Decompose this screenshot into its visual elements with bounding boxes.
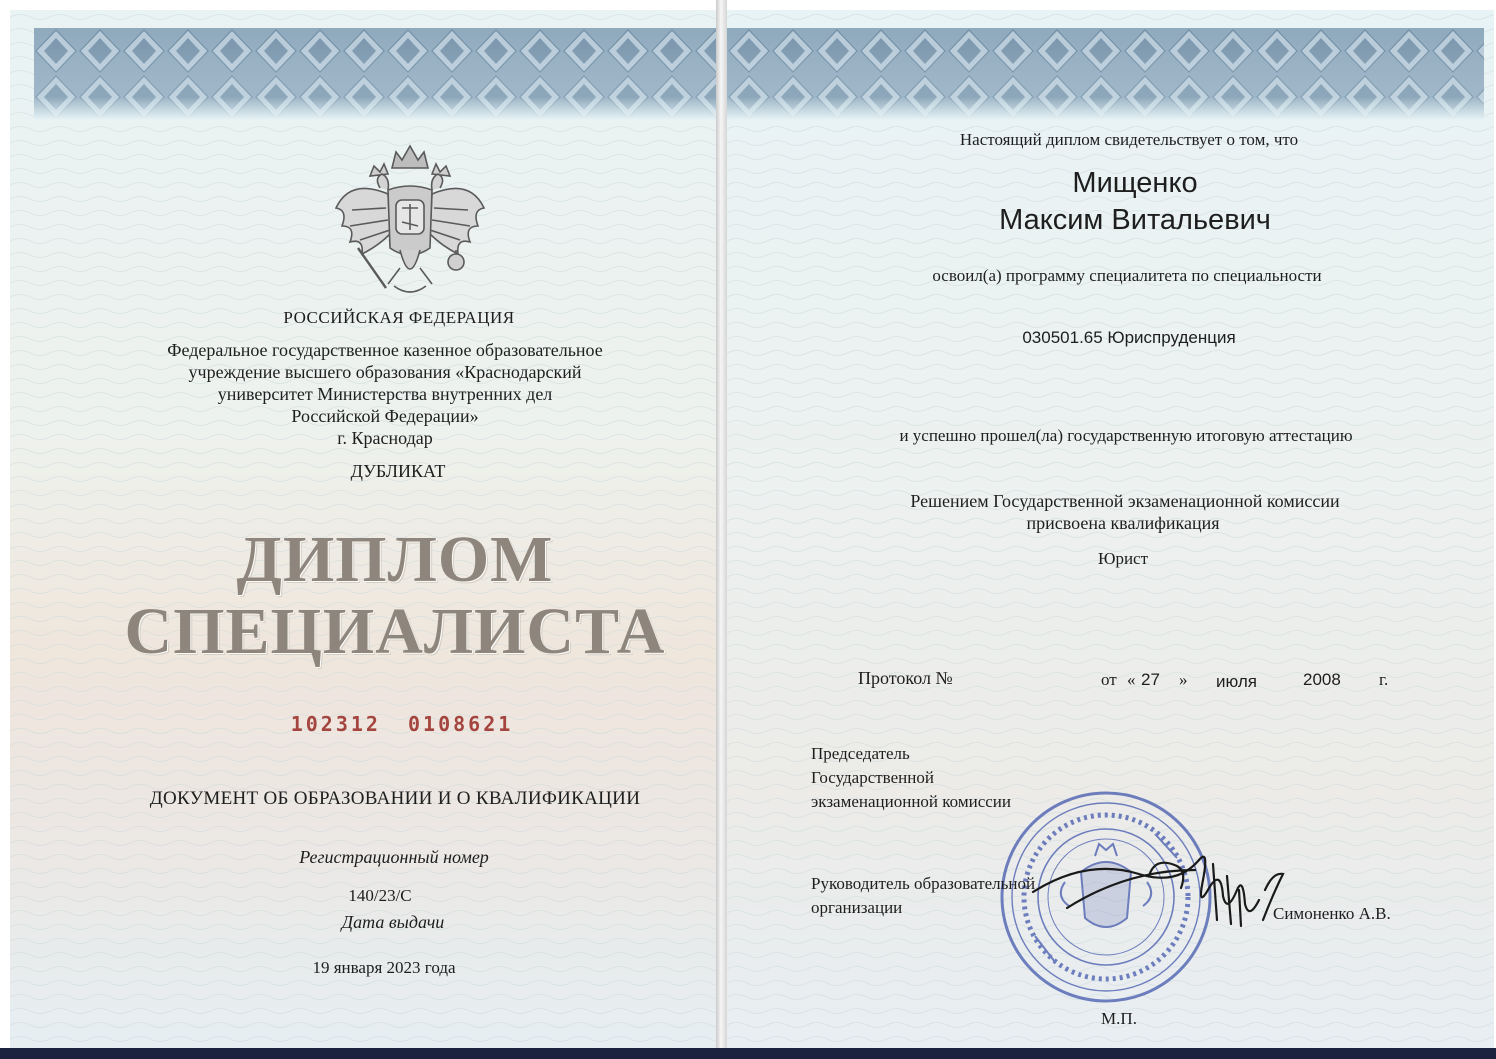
protocol-date-close-quote: » xyxy=(1179,670,1188,689)
head-name: Симоненко А.В. xyxy=(1273,904,1391,923)
program-text: освоил(а) программу специалитета по специальности xyxy=(932,266,1322,285)
seal-place-mark: М.П. xyxy=(1101,1009,1137,1028)
protocol-date-suffix: г. xyxy=(1379,670,1389,689)
protocol-date-from: от xyxy=(1101,670,1117,689)
protocol-date-day: 27 xyxy=(1141,670,1160,689)
qualification: Юрист xyxy=(1097,549,1149,568)
state-emblem-icon xyxy=(330,138,490,306)
institution-line-4: Российской Федерации» xyxy=(291,406,479,426)
commission-decision-line-2: присвоена квалификация xyxy=(1026,513,1220,533)
ornament-band xyxy=(727,28,1484,120)
protocol-date-year: 2008 xyxy=(1303,670,1341,689)
diploma-spine xyxy=(716,0,727,1059)
diploma-title-line-1: ДИПЛОМ xyxy=(236,523,554,596)
graduate-surname: Мищенко xyxy=(1072,167,1198,199)
head-line-2: организации xyxy=(811,898,903,917)
institution-city: г. Краснодар xyxy=(337,428,433,448)
institution-line-2: учреждение высшего образования «Краснодарский xyxy=(188,362,582,382)
protocol-date-month: июля xyxy=(1216,672,1257,691)
chairman-line-2: Государственной xyxy=(811,768,934,787)
diploma-title-line-2: СПЕЦИАЛИСТА xyxy=(124,595,666,668)
diploma-right-page xyxy=(727,10,1494,1048)
attestation-text: и успешно прошел(ла) государственную итоговую аттестацию xyxy=(899,426,1353,445)
head-line-1: Руководитель образовательной xyxy=(811,874,1036,893)
ornament-band xyxy=(34,28,716,120)
document-type: ДОКУМЕНТ ОБ ОБРАЗОВАНИИ И О КВАЛИФИКАЦИИ xyxy=(149,788,641,809)
chairman-line-3: экзаменационной комиссии xyxy=(811,792,1011,811)
protocol-date-open-quote: « xyxy=(1127,670,1136,689)
registration-number: 140/23/С xyxy=(348,886,412,905)
issue-date-label: Дата выдачи xyxy=(341,912,445,932)
country-name: РОССИЙСКАЯ ФЕДЕРАЦИЯ xyxy=(283,308,515,327)
chairman-line-1: Председатель xyxy=(811,744,910,763)
document-bottom-strip xyxy=(0,1048,1496,1059)
serial-number: 102312 0108621 xyxy=(290,712,514,736)
intro-text: Настоящий диплом свидетельствует о том, что xyxy=(959,130,1299,149)
issue-date: 19 января 2023 года xyxy=(312,958,456,977)
commission-decision-line-1: Решением Государственной экзаменационной комиссии xyxy=(910,491,1340,511)
registration-number-label: Регистрационный номер xyxy=(299,847,489,867)
protocol-label: Протокол № xyxy=(858,668,953,688)
specialty: 030501.65 Юриспруденция xyxy=(1022,328,1236,347)
diploma-left-page xyxy=(10,10,716,1048)
institution-line-3: университет Министерства внутренних дел xyxy=(217,384,553,404)
signature-icon xyxy=(1027,830,1307,940)
duplicate-mark: ДУБЛИКАТ xyxy=(350,461,446,481)
institution-line-1: Федеральное государственное казенное образовательное xyxy=(167,340,603,360)
graduate-given-names: Максим Витальевич xyxy=(999,204,1271,236)
